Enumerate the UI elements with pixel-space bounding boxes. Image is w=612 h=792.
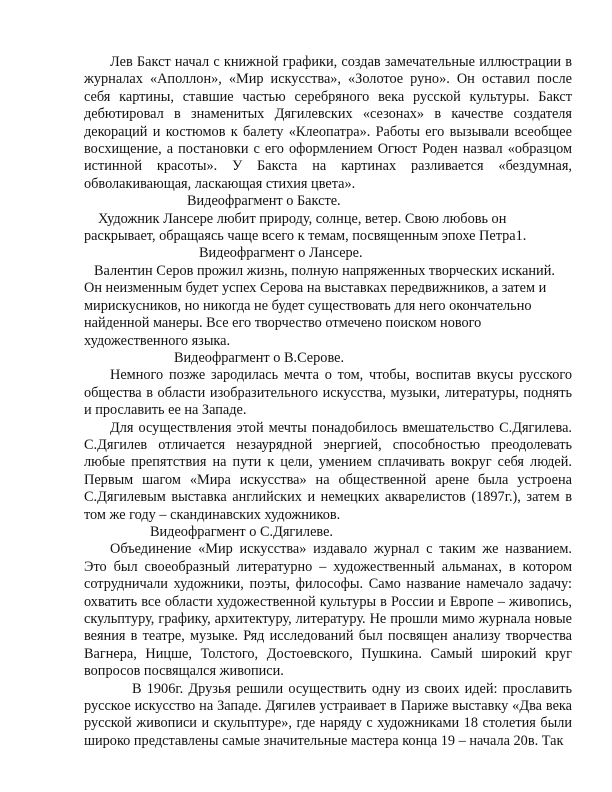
- paragraph-diaghilev: Для осуществления этой мечты понадобилось вмешательство С.Дягилева. С.Дягилев отличается незаурядной энергией, способностью преодолевать любые препятствия на пути к цели, умением сплачивать вокруг себя людей. Первым шагом «Мира искусства» на общественной арене была устроена С.Дягилевым выставка английских и немецких акварелистов (1897г.), затем в том же году – скандинавских художников.: [84, 419, 572, 523]
- paragraph-journal: Объединение «Мир искусства» издавало журнал с таким же названием. Это был своеобразный литературно – художественный альманах, в котором сотрудничали художники, поэты, философы. Само название намечало задачу: охватить все области художественной культуры в России и Европе – живопись, скульптуру, графику, архитектуру, литературу. Не прошли мимо журнала новые веяния в театре, музыке. Ряд исследований был посвящен анализу творчества Вагнера, Ницше, Толстого, Достоевского, Пушкина. Самый широкий круг вопросов посвящался живописи.: [84, 541, 572, 680]
- paragraph-exhibition: В 1906г. Друзья решили осуществить одну из своих идей: прославить русское искусство на Западе. Дягилев устраивает в Париже выставку «Два века русской живописи и скульптуре», где наряду с художниками 18 столетия были широко представлены самые значительные мастера конца 19 – начала 20в. Так: [84, 680, 572, 749]
- caption-bakst-video: Видеофрагмент о Баксте.: [187, 193, 341, 210]
- caption-diaghilev-video: Видеофрагмент о С.Дягилеве.: [150, 523, 333, 540]
- caption-lanceray-video: Видеофрагмент о Лансере.: [199, 245, 363, 262]
- caption-serov-video: Видеофрагмент о В.Серове.: [174, 349, 345, 366]
- paragraph-bakst: Лев Бакст начал с книжной графики, создав замечательные иллюстрации в журналах «Аполлон», «Мир искусства», «Золотое руно». Он оставил после себя картины, ставшие частью серебряного века русской культуры. Бакст дебютировал в знаменитых Дягилевских «сезонах» в качестве создателя декораций и костюмов к балету «Клеопатра». Работы его вызывали всеобщее восхищение, а постановки с его оформлением Огюст Роден назвал «образцом истинной красоты». У Бакста на картинах разливается «бездумная, обволакивающая, ласкающая стихия цвета».: [84, 54, 572, 192]
- document-page: [84, 54, 572, 750]
- paragraph-lanceray: Художник Лансере любит природу, солнце, ветер. Свою любовь он раскрывает, обращаясь чаще всего к темам, посвященным эпохе Петра1.: [84, 210, 527, 245]
- paragraph-dream: Немного позже зародилась мечта о том, чтобы, воспитав вкусы русского общества в области изобразительного искусства, музыки, литературы, поднять и прославить ее на Западе.: [84, 367, 572, 419]
- paragraph-serov: Валентин Серов прожил жизнь, полную напряженных творческих исканий. Он неизменным будет успех Серова на выставках передвижников, а затем и мирискусников, но никогда не будет существовать для него окончательно найденной манеры. Все его творчество отмечено поиском нового художественного языка.: [84, 262, 555, 349]
